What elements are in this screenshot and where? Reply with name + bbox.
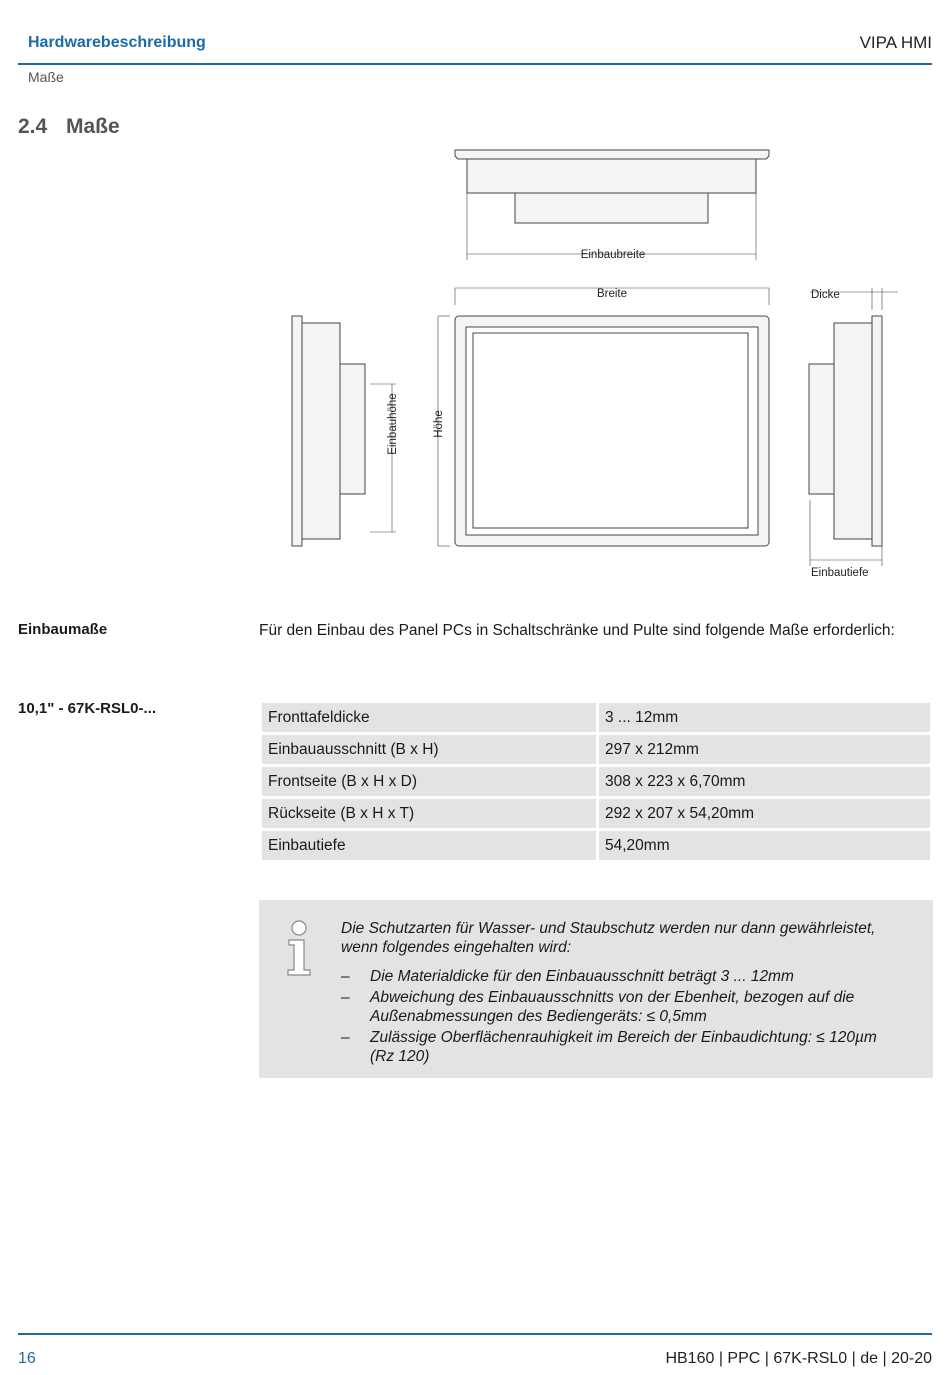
page-number: 16: [18, 1350, 36, 1367]
list-item: – Die Materialdicke für den Einbauausschnitt beträgt 3 ... 12mm: [341, 968, 794, 985]
info-note-text: [341, 919, 901, 1068]
section-number: 2.4: [18, 115, 48, 138]
right-side-view: [809, 288, 898, 566]
info-note-intro: Die Schutzarten für Wasser- und Staubschutz werden nur dann gewährleistet, wenn folgendes eingehalten wird:: [341, 920, 876, 956]
label-breite: Breite: [596, 288, 628, 300]
table-cell-value: 292 x 207 x 54,20mm: [599, 799, 930, 828]
list-item: – Abweichung des Einbauausschnitts von der Ebenheit, bezogen auf die Außenabmessungen des Bediengeräts: ≤ 0,5mm: [341, 989, 855, 1025]
footer-document-id: HB160 | PPC | 67K-RSL0 | de | 20-20: [665, 1350, 932, 1367]
header-subsection: Maße: [28, 69, 64, 85]
mounting-dimensions-label: Einbaumaße: [18, 621, 108, 638]
header-section-title: Hardwarebeschreibung: [28, 34, 206, 51]
label-hoehe: Höhe: [433, 410, 445, 438]
table-cell-value: 297 x 212mm: [599, 735, 930, 764]
label-einbauhoehe: Einbauhöhe: [387, 393, 399, 455]
info-note-list: [341, 967, 901, 1066]
model-label: 10,1" - 67K-RSL0-...: [18, 700, 156, 717]
table-cell-value: 54,20mm: [599, 831, 930, 860]
top-view: [455, 150, 769, 260]
section-title: Maße: [66, 115, 120, 138]
table-cell-key: Frontseite (B x H x D): [262, 767, 596, 796]
table-row: [262, 703, 930, 732]
table-row: [262, 735, 930, 764]
table-row: [262, 767, 930, 796]
label-einbaubreite: Einbaubreite: [580, 249, 646, 261]
header-product-name: VIPA HMI: [859, 33, 932, 52]
left-side-view: [292, 316, 396, 546]
table-cell-key: Einbauausschnitt (B x H): [262, 735, 596, 764]
table-row: [262, 799, 930, 828]
front-view: [438, 288, 769, 546]
footer-divider: [18, 1333, 932, 1335]
table-cell-key: Fronttafeldicke: [262, 703, 596, 732]
list-item-text: Zulässige Oberflächenrauhigkeit im Bereich der Einbaudichtung: ≤ 120µm (Rz 120): [370, 1029, 877, 1065]
section-heading: [18, 115, 120, 139]
dimension-table: [259, 700, 933, 863]
list-item-text: Die Materialdicke für den Einbauausschnitt beträgt 3 ... 12mm: [370, 968, 794, 985]
label-einbautiefe: Einbautiefe: [811, 567, 869, 579]
table-row: [262, 831, 930, 860]
list-item: – Zulässige Oberflächenrauhigkeit im Bereich der Einbaudichtung: ≤ 120µm (Rz 120): [341, 1029, 877, 1065]
table-cell-key: Rückseite (B x H x T): [262, 799, 596, 828]
mounting-intro-text: Für den Einbau des Panel PCs in Schaltschränke und Pulte sind folgende Maße erforderlich:: [259, 622, 895, 639]
info-icon: [283, 918, 315, 978]
header-divider: [18, 63, 932, 65]
table-cell-value: 3 ... 12mm: [599, 703, 930, 732]
table-cell-key: Einbautiefe: [262, 831, 596, 860]
table-cell-value: 308 x 223 x 6,70mm: [599, 767, 930, 796]
list-item-text: Abweichung des Einbauausschnitts von der Ebenheit, bezogen auf die Außenabmessungen des Bediengeräts: ≤ 0,5mm: [370, 989, 855, 1025]
info-note-box: [259, 900, 933, 1078]
label-dicke: Dicke: [811, 289, 840, 301]
dimension-drawing: [270, 140, 910, 585]
